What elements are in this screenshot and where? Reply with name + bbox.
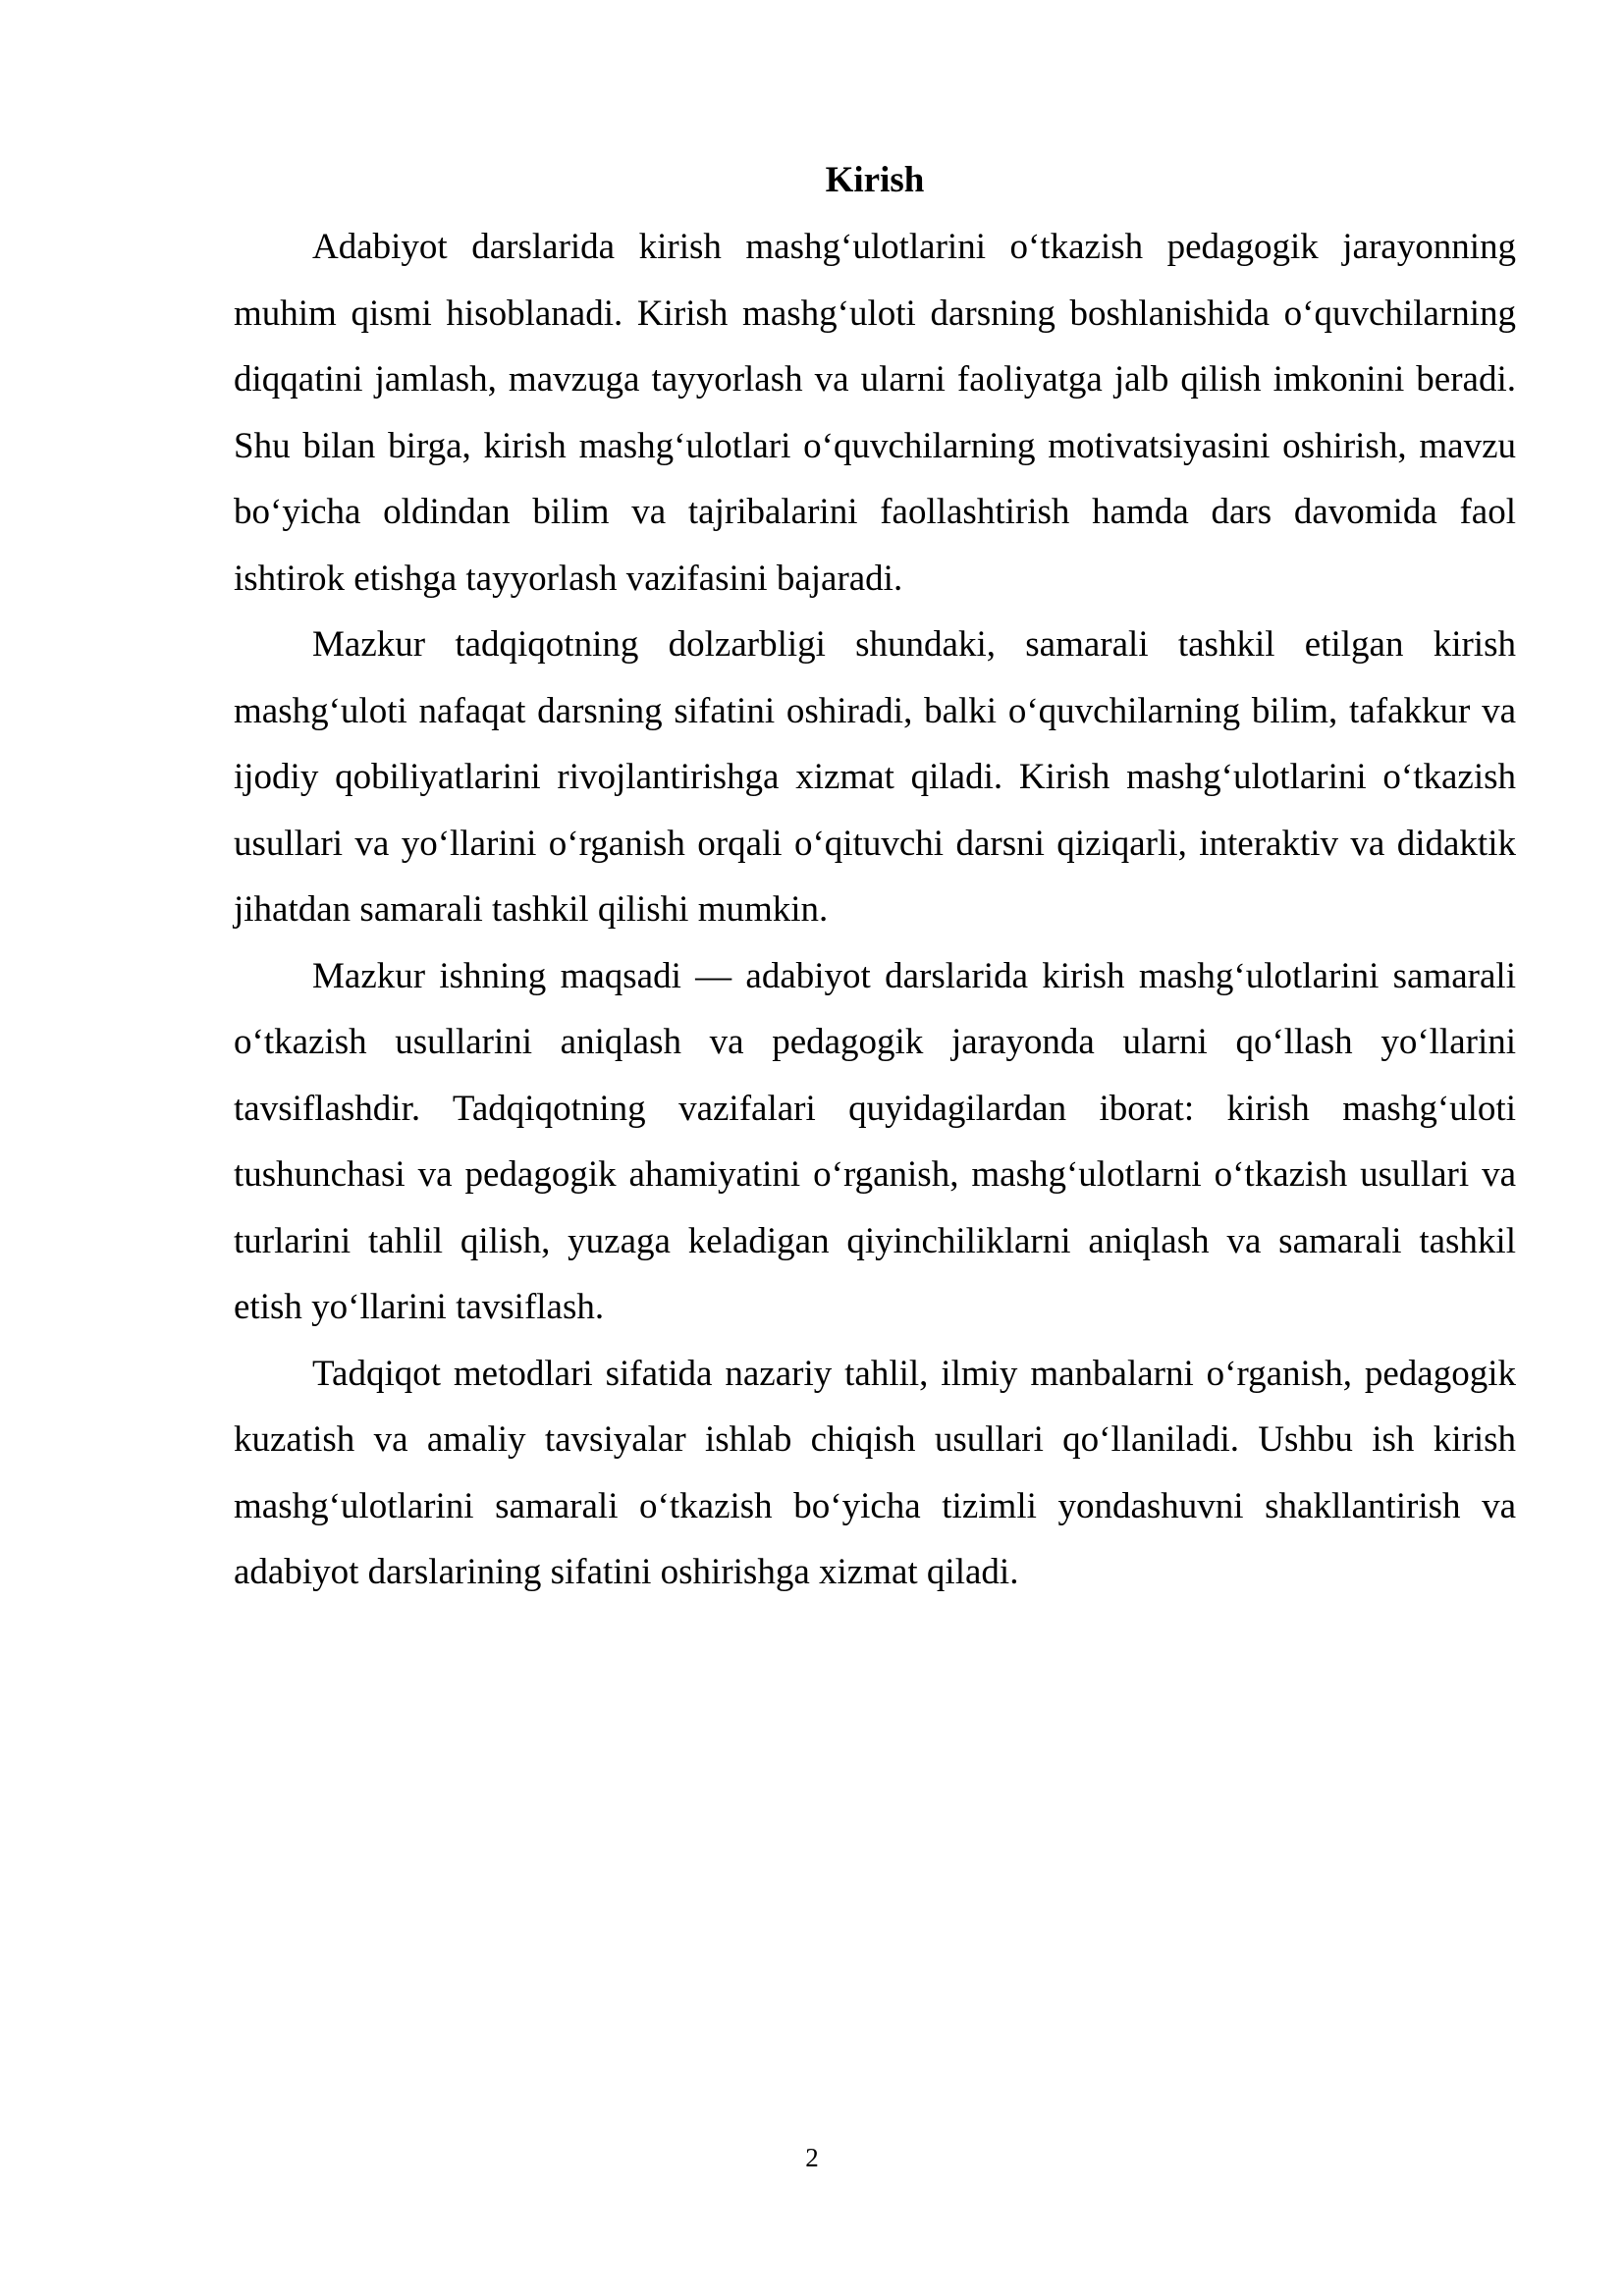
section-heading: Kirish xyxy=(825,160,925,200)
paragraph-1: Adabiyot darslarida kirish mashg‘ulotlarini o‘tkazish pedagogik jarayonning muhim qismi hisoblanadi. Kirish mashg‘uloti darsning boshlanishida o‘quvchilarning diqqatini jamlash, mavzuga tayyorlash va ularni faoliyatga jalb qilish imkonini beradi. Shu bilan birga, kirish mashg‘ulotlari o‘quvchilarning motivatsiyasini oshirish, mavzu bo‘yicha oldindan bilim va tajribalarini faollashtirish hamda dars davomida faol ishtirok etishga tayyorlash vazifasini bajaradi. xyxy=(234,227,1516,599)
paragraph-3: Mazkur ishning maqsadi — adabiyot darslarida kirish mashg‘ulotlarini samarali o‘tkazish usullarini aniqlash va pedagogik jarayonda ularni qo‘llash yo‘llarini tavsiflashdir. Tadqiqotning vazifalari quyidagilardan iborat: kirish mashg‘uloti tushunchasi va pedagogik ahamiyatini o‘rganish, mashg‘ulotlarni o‘tkazish usullari va turlarini tahlil qilish, yuzaga keladigan qiyinchiliklarni aniqlash va samarali tashkil etish yo‘llarini tavsiflash. xyxy=(234,955,1516,1327)
page-number: 2 xyxy=(805,2143,819,2172)
page-content xyxy=(234,147,1516,1606)
paragraph-2: Mazkur tadqiqotning dolzarbligi shundaki, samarali tashkil etilgan kirish mashg‘uloti nafaqat darsning sifatini oshiradi, balki o‘quvchilarning bilim, tafakkur va ijodiy qobiliyatlarini rivojlantirishga xizmat qiladi. Kirish mashg‘ulotlarini o‘tkazish usullari va yo‘llarini o‘rganish orqali o‘qituvchi darsni qiziqarli, interaktiv va didaktik jihatdan samarali tashkil qilishi mumkin. xyxy=(234,624,1516,930)
paragraph-4: Tadqiqot metodlari sifatida nazariy tahlil, ilmiy manbalarni o‘rganish, pedagogik kuzatish va amaliy tavsiyalar ishlab chiqish usullari qo‘llaniladi. Ushbu ish kirish mashg‘ulotlarini samarali o‘tkazish bo‘yicha tizimli yondashuvni shakllantirish va adabiyot darslarining sifatini oshirishga xizmat qiladi. xyxy=(234,1353,1516,1592)
